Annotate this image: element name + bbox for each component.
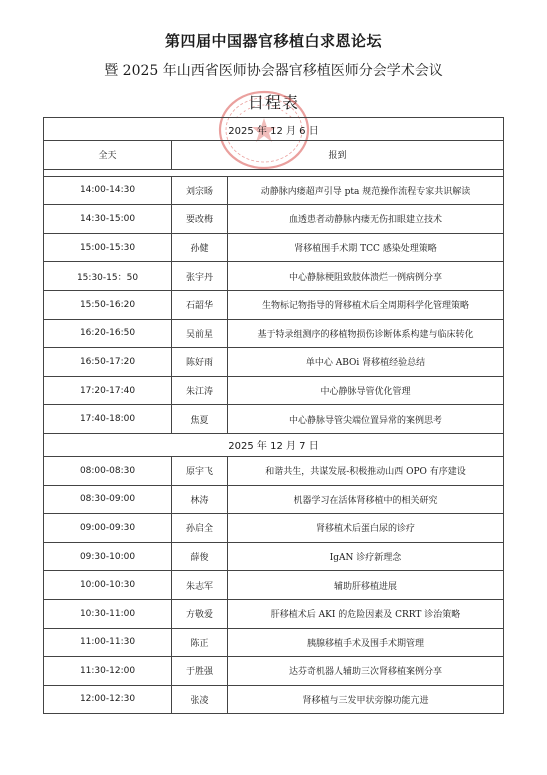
table-row [44, 485, 504, 514]
table-row [44, 348, 504, 377]
topic-cell: 和谐共生，共谋发展-积极推动山西 OPO 有序建设 [228, 456, 504, 485]
topic-cell: 胰腺移植手术及围手术期管理 [228, 628, 504, 657]
speaker-cell: 原宇飞 [172, 456, 228, 485]
gap-row [44, 169, 504, 176]
date-row-day1 [44, 118, 504, 141]
speaker-cell: 刘宗旸 [172, 176, 228, 205]
schedule-title: 日程表 [247, 93, 299, 112]
time-cell: 14:30-15:00 [44, 205, 172, 234]
speaker-cell: 石韶华 [172, 290, 228, 319]
table-row [44, 685, 504, 714]
speaker-cell: 林涛 [172, 485, 228, 514]
table-row [44, 542, 504, 571]
speaker-cell: 朱志军 [172, 571, 228, 600]
time-cell: 16:20-16:50 [44, 319, 172, 348]
speaker-cell: 薛俊 [172, 542, 228, 571]
table-row [44, 514, 504, 543]
table-row [44, 456, 504, 485]
table-row [44, 176, 504, 205]
table-row [44, 319, 504, 348]
topic-cell: 肾移植围手术期 TCC 感染处理策略 [228, 233, 504, 262]
time-cell: 17:40-18:00 [44, 405, 172, 434]
topic-cell: 肾移植与三发甲状旁腺功能亢进 [228, 685, 504, 714]
day2-date: 2025 年 12 月 7 日 [44, 433, 504, 456]
table-row [44, 205, 504, 234]
speaker-cell: 张宇丹 [172, 262, 228, 291]
speaker-cell: 孙健 [172, 233, 228, 262]
time-cell: 08:00-08:30 [44, 456, 172, 485]
time-cell: 14:00-14:30 [44, 176, 172, 205]
topic-cell: 机器学习在活体肾移植中的相关研究 [228, 485, 504, 514]
topic-cell: 单中心 ABOi 肾移植经验总结 [228, 348, 504, 377]
speaker-cell: 朱江涛 [172, 376, 228, 405]
topic-cell: 肝移植术后 AKI 的危险因素及 CRRT 诊治策略 [228, 599, 504, 628]
speaker-cell: 陈好雨 [172, 348, 228, 377]
table-row [44, 599, 504, 628]
speaker-cell: 要改梅 [172, 205, 228, 234]
time-cell: 11:30-12:00 [44, 657, 172, 686]
table-row [44, 376, 504, 405]
topic-cell: 生物标记物指导的肾移植术后全周期科学化管理策略 [228, 290, 504, 319]
topic-cell: 中心静脉导管尖端位置异常的案例思考 [228, 405, 504, 434]
time-cell: 08:30-09:00 [44, 485, 172, 514]
table-row [44, 571, 504, 600]
time-cell: 12:00-12:30 [44, 685, 172, 714]
topic-cell: 中心静脉导管优化管理 [228, 376, 504, 405]
table-row [44, 290, 504, 319]
topic-cell: 中心静脉梗阻致肢体溃烂一例病例分享 [228, 262, 504, 291]
time-cell: 16:50-17:20 [44, 348, 172, 377]
time-cell: 15:30-15：50 [44, 262, 172, 291]
table-row [44, 233, 504, 262]
date-row-day2 [44, 433, 504, 456]
speaker-cell: 孙启全 [172, 514, 228, 543]
allday-label: 全天 [44, 141, 172, 170]
schedule-body [44, 118, 504, 714]
speaker-cell: 于胜强 [172, 657, 228, 686]
forum-title: 第四届中国器官移植白求恩论坛 [164, 32, 382, 50]
time-cell: 10:30-11:00 [44, 599, 172, 628]
schedule-table [43, 117, 504, 714]
table-row [44, 657, 504, 686]
topic-cell: 血透患者动静脉内瘘无伤扣眼建立技术 [228, 205, 504, 234]
allday-item: 报到 [172, 141, 504, 170]
time-cell: 11:00-11:30 [44, 628, 172, 657]
time-cell: 09:30-10:00 [44, 542, 172, 571]
time-cell: 15:50-16:20 [44, 290, 172, 319]
speaker-cell: 方敬爱 [172, 599, 228, 628]
allday-row [44, 141, 504, 170]
topic-cell: IgAN 诊疗新理念 [228, 542, 504, 571]
table-row [44, 262, 504, 291]
table-row [44, 628, 504, 657]
time-cell: 09:00-09:30 [44, 514, 172, 543]
day1-date: 2025 年 12 月 6 日 [44, 118, 504, 141]
speaker-cell: 焦夏 [172, 405, 228, 434]
speaker-cell: 吴前星 [172, 319, 228, 348]
topic-cell: 动静脉内瘘超声引导 pta 规范操作流程专家共识解读 [228, 176, 504, 205]
topic-cell: 肾移植术后蛋白尿的诊疗 [228, 514, 504, 543]
table-row [44, 405, 504, 434]
speaker-cell: 张凌 [172, 685, 228, 714]
topic-cell: 达芬奇机器人辅助三次肾移植案例分享 [228, 657, 504, 686]
time-cell: 17:20-17:40 [44, 376, 172, 405]
time-cell: 15:00-15:30 [44, 233, 172, 262]
speaker-cell: 陈正 [172, 628, 228, 657]
conference-subtitle: 暨 2025 年山西省医师协会器官移植医师分会学术会议 [104, 63, 443, 79]
time-cell: 10:00-10:30 [44, 571, 172, 600]
topic-cell: 基于特录组测序的移植物损伤诊断体系构建与临床转化 [228, 319, 504, 348]
topic-cell: 辅助肝移植进展 [228, 571, 504, 600]
